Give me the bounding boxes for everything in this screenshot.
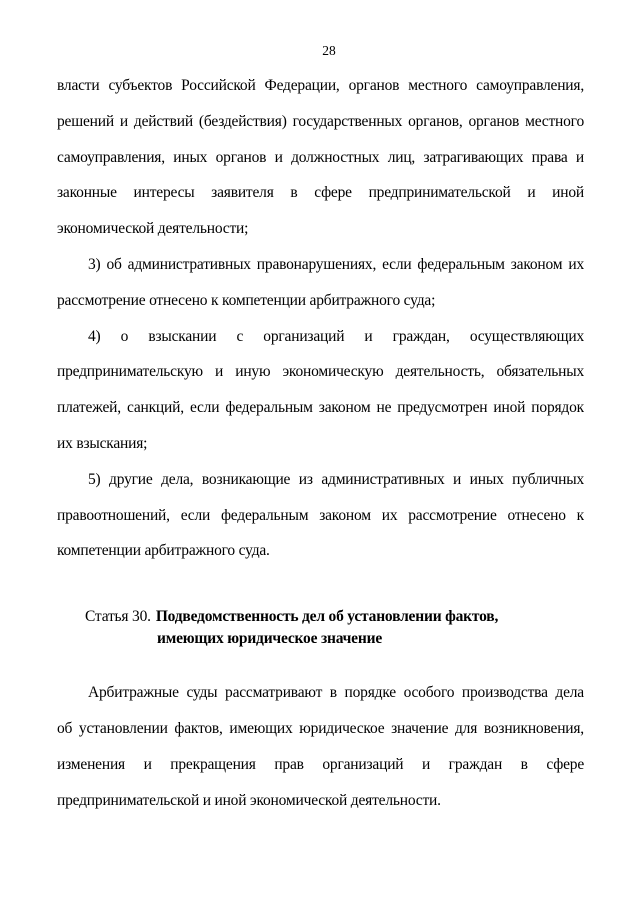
paragraph-item-5 [57,462,584,569]
paragraph-article-30-body [57,675,584,818]
article-heading-line-1 [57,606,584,628]
article-number-label: Статья 30. [85,608,151,626]
text-line: власти субъектов Российской Федерации, органов местного самоуправления, [57,77,584,94]
text-line: самоуправления, иных органов и должностных лиц, затрагивающих права и [57,148,584,166]
text-line: об установлении фактов, имеющих юридическое значение для возникновения, [57,719,584,737]
document-content [57,68,584,818]
article-title-part-1: Подведомственность дел об установлении фактов, [155,608,499,626]
text-line: платежей, санкций, если федеральным законом не предусмотрен иной порядок [57,399,584,417]
text-line: предпринимательской и иной экономической деятельности. [57,791,441,809]
article-30-heading [57,606,584,650]
text-line: изменения и прекращения прав организаций и граждан в сфере [57,755,584,773]
text-line: их взыскания; [57,434,148,452]
text-line: 4) о взыскании с организаций и граждан, осуществляющих [88,327,584,345]
text-line: законные интересы заявителя в сфере предпринимательской и иной [57,184,584,202]
text-line: правоотношений, если федеральным законом их рассмотрение отнесено к [57,506,584,524]
text-line: 5) другие дела, возникающие из административных и иных публичных [88,470,584,488]
text-line: решений и действий (бездействия) государственных органов, органов местного [57,112,584,130]
paragraph-continuation [57,68,584,247]
paragraph-item-3 [57,247,584,319]
article-title-part-2: имеющих юридическое значение [157,630,382,648]
text-line: экономической деятельности; [57,220,249,238]
page-number: 28 [322,43,336,58]
text-line: 3) об административных правонарушениях, если федеральным законом их [88,255,584,273]
text-line: предпринимательскую и иную экономическую деятельность, обязательных [57,363,584,381]
paragraph-item-4 [57,319,584,462]
text-line: рассмотрение отнесено к компетенции арбитражного суда; [57,291,436,309]
text-line: Арбитражные суды рассматривают в порядке особого производства дела [88,684,584,702]
text-line: компетенции арбитражного суда. [57,542,270,560]
